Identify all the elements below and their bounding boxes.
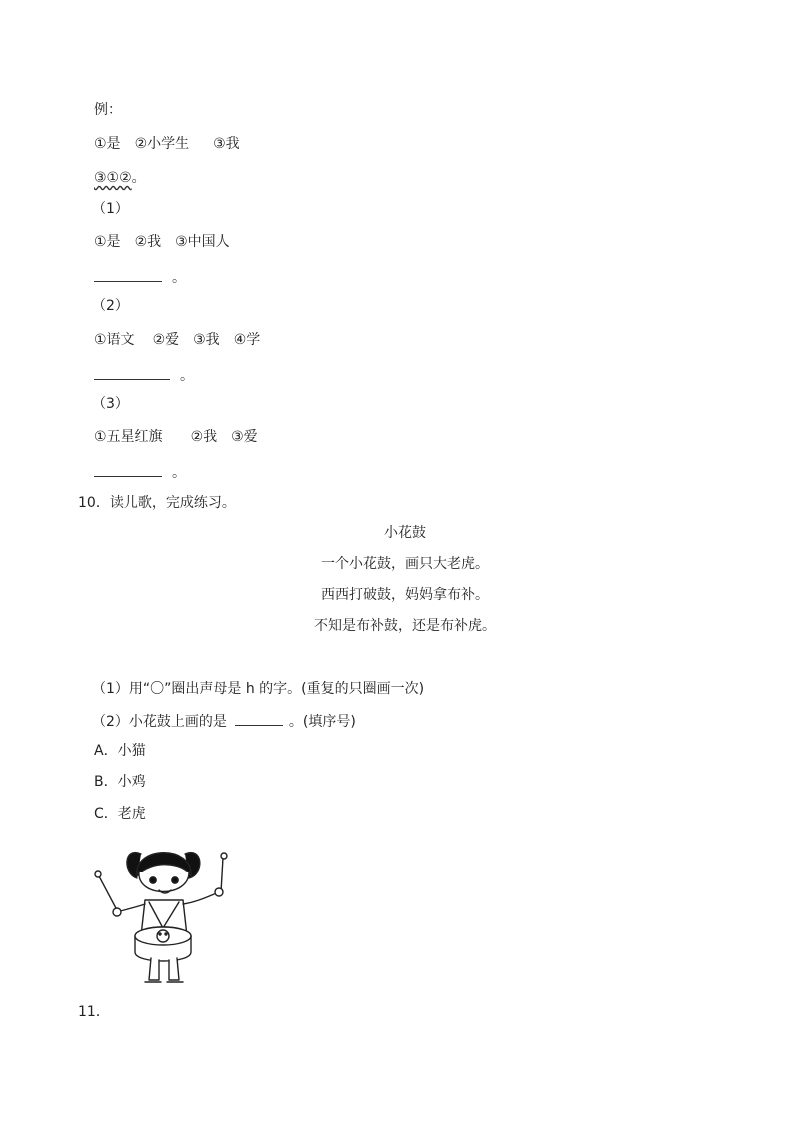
sub-question-2-items: ①语文 ②爱 ③我 ④学: [94, 332, 261, 348]
sub-question-1-number: （1）: [92, 201, 129, 217]
example-items: [94, 135, 240, 153]
example-answer-value: ③①②: [94, 170, 132, 186]
sub-question-1-answer: 。: [94, 267, 186, 287]
answer-blank-4[interactable]: [235, 711, 283, 726]
example-item-1: ①是: [94, 136, 121, 152]
answer-blank-3[interactable]: [94, 462, 162, 477]
answer-blank-1[interactable]: [94, 267, 162, 282]
example-answer: ③①②。: [94, 170, 146, 186]
sub-question-3-number: （3）: [92, 396, 129, 412]
poem-line-3: 不知是布补鼓，还是布补虎。: [314, 618, 496, 634]
example-label: 例：: [94, 102, 122, 118]
sub-question-2-number: （2）: [92, 298, 129, 314]
girl-drumming-illustration: [93, 836, 233, 988]
question-10-part-1: （1）用“〇”圈出声母是 h 的字。(重复的只圈画一次): [92, 681, 425, 697]
option-b[interactable]: B．小鸡: [94, 774, 146, 790]
question-10-part-2: （2）小花鼓上画的是 。(填序号): [92, 711, 356, 731]
poem-line-2: 西西打破鼓，妈妈拿布补。: [321, 587, 489, 603]
example-item-3: ③我: [213, 136, 240, 152]
example-item-2: ②小学生: [134, 136, 190, 152]
sub-question-3-answer: 。: [94, 462, 186, 482]
option-a[interactable]: A．小猫: [94, 743, 146, 759]
answer-blank-2[interactable]: [94, 365, 170, 380]
sub-question-3-items: ①五星红旗 ②我 ③爱: [94, 429, 258, 445]
poem-title: 小花鼓: [384, 525, 426, 541]
question-10-title: 10．读儿歌，完成练习。: [78, 495, 236, 511]
sub-question-1-items: ①是 ②我 ③中国人: [94, 234, 230, 250]
question-11-title: 11．: [78, 1004, 110, 1020]
poem-line-1: 一个小花鼓，画只大老虎。: [321, 556, 489, 572]
option-c[interactable]: C．老虎: [94, 806, 146, 822]
sub-question-2-answer: 。: [94, 365, 194, 385]
